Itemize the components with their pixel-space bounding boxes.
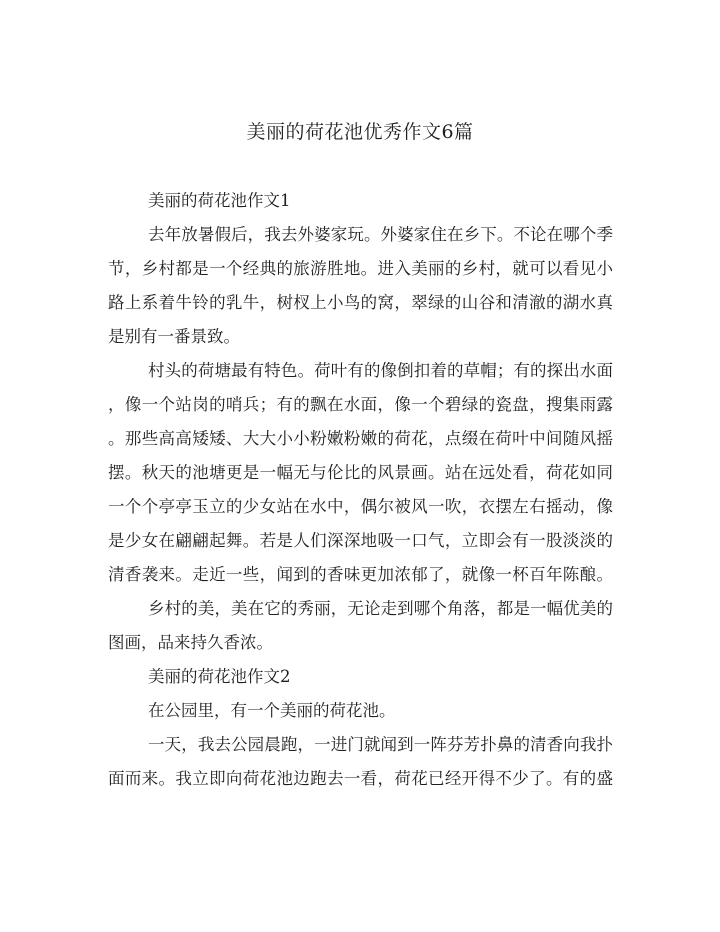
paragraph-line: 。那些高高矮矮、大大小小粉嫩粉嫩的荷花，点缀在荷叶中间随风摇 xyxy=(108,429,613,448)
paragraph-line: 面而来。我立即向荷花池边跑去一看，荷花已经开得不少了。有的盛 xyxy=(108,769,613,788)
paragraph-line: 清香袭来。走近一些，闻到的香味更加浓郁了，就像一杯百年陈酿。 xyxy=(108,565,613,584)
paragraph-line: 节，乡村都是一个经典的旅游胜地。进入美丽的乡村，就可以看见小 xyxy=(108,259,613,278)
paragraph-line: 一个个亭亭玉立的少女站在水中，偶尔被风一吹，衣摆左右摇动，像 xyxy=(108,497,613,516)
document-body xyxy=(108,184,613,796)
paragraph-line: 一天，我去公园晨跑，一进门就闻到一阵芬芳扑鼻的清香向我扑 xyxy=(148,735,613,754)
paragraph-line: ，像一个站岗的哨兵；有的飘在水面，像一个碧绿的瓷盘，搜集雨露 xyxy=(108,395,613,414)
paragraph-line: 在公园里，有一个美丽的荷花池。 xyxy=(148,701,396,720)
paragraph-line: 摆。秋天的池塘更是一幅无与伦比的风景画。站在远处看，荷花如同 xyxy=(108,463,613,482)
paragraph-line: 图画，品来持久香浓。 xyxy=(108,633,273,652)
paragraph-line: 路上系着牛铃的乳牛，树杈上小鸟的窝，翠绿的山谷和清澈的湖水真 xyxy=(108,293,613,312)
paragraph-line: 去年放暑假后，我去外婆家玩。外婆家住在乡下。不论在哪个季 xyxy=(148,225,613,244)
document-title: 美丽的荷花池优秀作文6篇 xyxy=(246,121,474,143)
section-heading-2: 美丽的荷花池作文2 xyxy=(148,667,291,686)
paragraph-line: 是少女在翩翩起舞。若是人们深深地吸一口气，立即会有一股淡淡的 xyxy=(108,531,613,550)
paragraph-line: 乡村的美，美在它的秀丽，无论走到哪个角落，都是一幅优美的 xyxy=(148,599,613,618)
paragraph-line: 是别有一番景致。 xyxy=(108,327,240,346)
section-heading-1: 美丽的荷花池作文1 xyxy=(148,191,291,210)
paragraph-line: 村头的荷塘最有特色。荷叶有的像倒扣着的草帽；有的探出水面 xyxy=(148,361,613,380)
